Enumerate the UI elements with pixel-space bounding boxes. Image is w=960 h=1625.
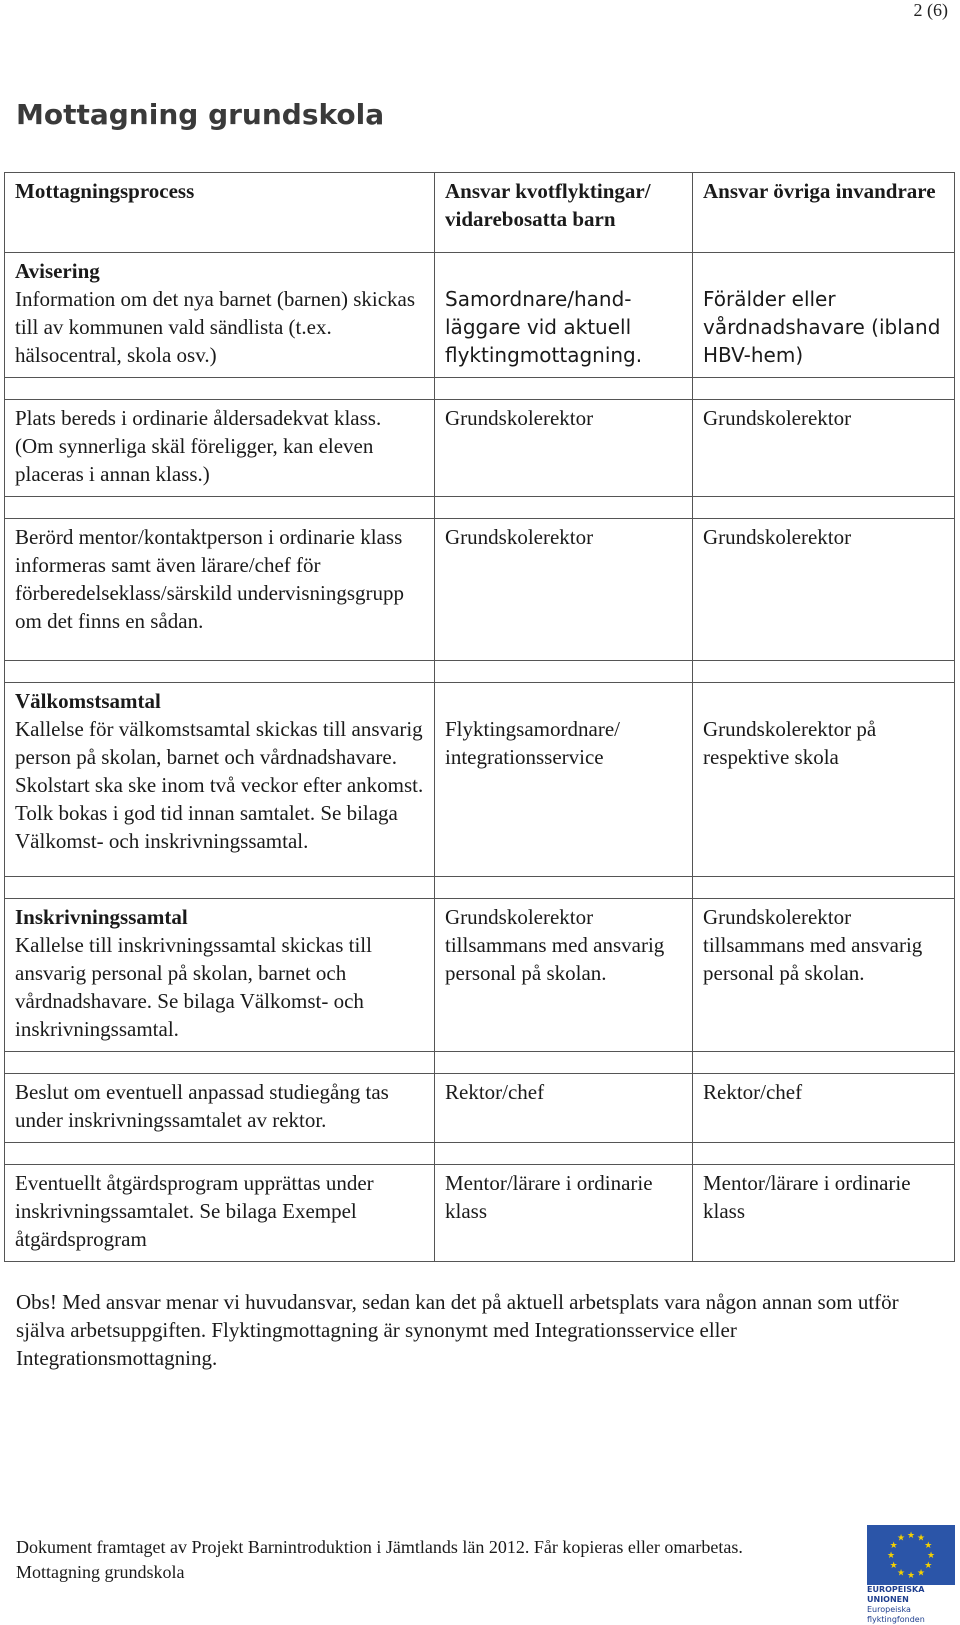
eu-fund-label: Europeiska flyktingfonden bbox=[867, 1605, 925, 1624]
quota-cell bbox=[435, 899, 693, 1052]
other-responsible: Rektor/chef bbox=[703, 1080, 803, 1104]
responsibility-note: Obs! Med ansvar menar vi huvudansvar, sedan kan det på aktuell arbetsplats vara någon annan som utför själva arbetsuppgiften. Flyktingmottagning är synonymt med Integrationsservice eller Integrationsmottagning. bbox=[16, 1290, 899, 1370]
header-process-label: Mottagningsprocess bbox=[15, 179, 195, 203]
quota-responsible: Samordnare/hand-läggare vid aktuell flyktingmottagning. bbox=[445, 287, 643, 367]
eu-logo-text bbox=[867, 1585, 955, 1625]
process-cell bbox=[5, 683, 435, 877]
row-text: Berörd mentor/kontaktperson i ordinarie klass informeras samt även lärare/chef för förberedelseklass/särskild undervisningsgrupp om det finns en sådan. bbox=[15, 525, 405, 633]
other-cell bbox=[693, 253, 955, 378]
row-text: Kallelse till inskrivningssamtal skickas till ansvarig personal på skolan, barnet och vårdnadshavare. Se bilaga Välkomst- och inskrivningssamtal. bbox=[15, 933, 372, 1041]
quota-responsible: Mentor/lärare i ordinarie klass bbox=[445, 1171, 653, 1223]
header-col-quota bbox=[435, 173, 693, 253]
footer-credit: Dokument framtaget av Projekt Barnintroduktion i Jämtlands län 2012. Får kopieras eller omarbetas. bbox=[16, 1537, 743, 1557]
footer bbox=[16, 1535, 743, 1585]
eu-union-label: EUROPEISKA UNIONEN bbox=[867, 1585, 925, 1604]
table-header-row bbox=[5, 173, 955, 253]
other-responsible: Grundskolerektor bbox=[703, 406, 852, 430]
quota-responsible: Flyktingsamordnare/ integrationsservice bbox=[445, 717, 620, 769]
eu-star-icon: ★ bbox=[924, 1560, 933, 1570]
eu-star-icon: ★ bbox=[889, 1560, 898, 1570]
row-heading: Avisering bbox=[15, 259, 100, 283]
footer-doc-name: Mottagning grundskola bbox=[16, 1562, 185, 1582]
quota-responsible: Grundskolerektor bbox=[445, 406, 594, 430]
other-responsible: Grundskolerektor bbox=[703, 525, 852, 549]
eu-star-icon: ★ bbox=[924, 1540, 933, 1550]
table-row bbox=[5, 683, 955, 877]
row-heading: Inskrivningssamtal bbox=[15, 905, 188, 929]
eu-logo bbox=[867, 1525, 955, 1624]
header-other-label: Ansvar övriga invandrare bbox=[703, 179, 936, 203]
row-heading: Välkomstsamtal bbox=[15, 689, 161, 713]
process-cell bbox=[5, 1074, 435, 1143]
row-text: Information om det nya barnet (barnen) skickas till av kommunen vald sändlista (t.ex. hälsocentral, skola osv.) bbox=[15, 287, 416, 367]
other-responsible: Mentor/lärare i ordinarie klass bbox=[703, 1171, 911, 1223]
quota-cell bbox=[435, 1074, 693, 1143]
document-title: Mottagning grundskola bbox=[16, 98, 385, 131]
process-cell bbox=[5, 400, 435, 497]
row-text: Plats bereds i ordinarie åldersadekvat klass. (Om synnerliga skäl föreligger, kan eleven placeras i annan klass.) bbox=[15, 406, 382, 486]
other-responsible: Grundskolerektor på respektive skola bbox=[703, 717, 877, 769]
table-row bbox=[5, 1074, 955, 1143]
other-responsible: Förälder eller vårdnadshavare (ibland HBV-hem) bbox=[703, 287, 941, 367]
page-number: 2 (6) bbox=[913, 0, 948, 20]
header-quota-label: Ansvar kvotflyktingar/ vidarebosatta barn bbox=[445, 179, 651, 231]
quota-cell bbox=[435, 1165, 693, 1262]
row-text: Beslut om eventuell anpassad studiegång tas under inskrivningssamtalet av rektor. bbox=[15, 1080, 389, 1132]
eu-star-icon: ★ bbox=[906, 1530, 916, 1540]
eu-star-icon: ★ bbox=[889, 1540, 898, 1550]
quota-cell bbox=[435, 253, 693, 378]
other-cell bbox=[693, 519, 955, 661]
row-text: Kallelse för välkomstsamtal skickas till ansvarig person på skolan, barnet och vårdnadshavare. Skolstart ska ske inom två veckor efter ankomst. Tolk bokas i god tid innan samtalet. Se bilaga Välkomst- och inskrivningssamtal. bbox=[15, 717, 424, 853]
process-cell bbox=[5, 253, 435, 378]
table-row bbox=[5, 253, 955, 378]
table-row bbox=[5, 400, 955, 497]
eu-star-icon: ★ bbox=[896, 1567, 906, 1578]
other-cell bbox=[693, 1074, 955, 1143]
other-cell bbox=[693, 1165, 955, 1262]
table-row bbox=[5, 1165, 955, 1262]
table-row bbox=[5, 899, 955, 1052]
process-cell bbox=[5, 899, 435, 1052]
other-responsible: Grundskolerektor tillsammans med ansvarig personal på skolan. bbox=[703, 905, 923, 985]
quota-cell bbox=[435, 400, 693, 497]
eu-star-icon: ★ bbox=[916, 1532, 926, 1543]
quota-cell bbox=[435, 519, 693, 661]
other-cell bbox=[693, 400, 955, 497]
process-table bbox=[4, 172, 955, 1262]
quota-cell bbox=[435, 683, 693, 877]
header-col-process bbox=[5, 173, 435, 253]
eu-star-icon: ★ bbox=[886, 1550, 896, 1560]
eu-flag-icon bbox=[867, 1525, 955, 1585]
table-row bbox=[5, 519, 955, 661]
quota-responsible: Grundskolerektor bbox=[445, 525, 594, 549]
eu-star-icon: ★ bbox=[896, 1532, 906, 1543]
other-cell bbox=[693, 683, 955, 877]
process-cell bbox=[5, 1165, 435, 1262]
header-col-other bbox=[693, 173, 955, 253]
quota-responsible: Grundskolerektor tillsammans med ansvarig personal på skolan. bbox=[445, 905, 665, 985]
quota-responsible: Rektor/chef bbox=[445, 1080, 545, 1104]
eu-star-icon: ★ bbox=[906, 1570, 916, 1580]
other-cell bbox=[693, 899, 955, 1052]
row-text: Eventuellt åtgärdsprogram upprättas under inskrivningssamtalet. Se bilaga Exempel åtgärdsprogram bbox=[15, 1171, 374, 1251]
eu-star-icon: ★ bbox=[916, 1567, 926, 1578]
eu-star-icon: ★ bbox=[926, 1550, 936, 1560]
process-cell bbox=[5, 519, 435, 661]
